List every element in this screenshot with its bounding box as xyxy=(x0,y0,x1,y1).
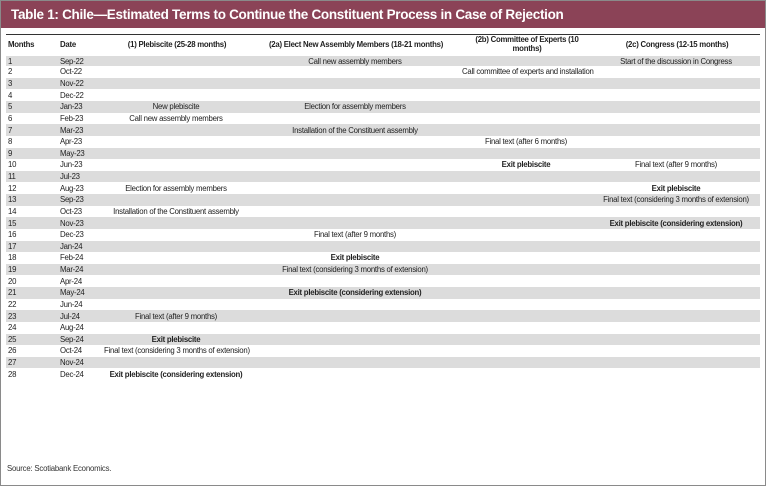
cell-date: Apr-23 xyxy=(60,137,82,147)
cell-months: 22 xyxy=(8,299,17,309)
cell-assembly xyxy=(250,322,460,334)
cell-assembly xyxy=(250,194,460,206)
cell-congress xyxy=(592,229,760,241)
cell-assembly xyxy=(250,113,460,125)
cell-congress xyxy=(592,345,760,357)
cell-date: Jan-24 xyxy=(58,241,102,253)
cell-experts xyxy=(460,334,592,346)
header-row xyxy=(6,35,760,55)
cell-congress xyxy=(592,241,760,253)
cell-assembly xyxy=(250,78,460,90)
cell-plebiscite xyxy=(102,124,250,136)
table-row xyxy=(6,299,760,311)
cell-date: Feb-23 xyxy=(60,113,84,123)
cell-assembly xyxy=(250,310,460,322)
cell-assembly: Final text (after 9 months) xyxy=(313,230,397,240)
cell-months: 17 xyxy=(6,241,58,253)
cell-assembly xyxy=(250,171,460,183)
cell-assembly: Exit plebiscite xyxy=(330,253,380,263)
cell-months: 16 xyxy=(8,230,17,240)
cell-experts xyxy=(460,89,592,101)
cell-congress: Final text (after 9 months) xyxy=(634,160,718,170)
cell-experts xyxy=(460,101,592,113)
cell-experts xyxy=(460,322,592,334)
cell-date: Nov-24 xyxy=(58,357,102,369)
cell-date: May-24 xyxy=(58,287,102,299)
cell-assembly xyxy=(250,241,460,253)
cell-date: Aug-23 xyxy=(60,183,84,193)
cell-congress xyxy=(592,124,760,136)
cell-congress xyxy=(592,287,760,299)
cell-experts xyxy=(460,55,592,67)
cell-months: 8 xyxy=(8,137,13,147)
cell-experts xyxy=(460,299,592,311)
cell-experts: Call committee of experts and installation xyxy=(462,67,594,77)
table-row xyxy=(6,171,760,183)
cell-experts xyxy=(460,78,592,90)
cell-congress xyxy=(592,334,760,346)
table-row xyxy=(6,194,760,206)
cell-assembly: Final text (considering 3 months of extension) xyxy=(250,264,460,276)
cell-months: 21 xyxy=(6,287,58,299)
cell-date: Aug-24 xyxy=(60,323,84,333)
cell-assembly xyxy=(250,368,460,380)
cell-months: 10 xyxy=(8,160,17,170)
cell-congress: Exit plebiscite xyxy=(651,183,701,193)
table-row xyxy=(6,182,760,194)
cell-months: 19 xyxy=(6,264,58,276)
table-row xyxy=(6,252,760,264)
cell-months: 9 xyxy=(6,148,58,160)
cell-date: Nov-22 xyxy=(58,78,102,90)
cell-date: Oct-22 xyxy=(60,67,82,77)
cell-assembly xyxy=(250,136,460,148)
cell-plebiscite xyxy=(102,299,250,311)
cell-experts xyxy=(460,229,592,241)
cell-congress xyxy=(592,148,760,160)
cell-congress xyxy=(592,252,760,264)
cell-experts xyxy=(460,171,592,183)
cell-plebiscite xyxy=(102,275,250,287)
cell-assembly xyxy=(250,275,460,287)
cell-plebiscite xyxy=(102,322,250,334)
cell-congress xyxy=(592,275,760,287)
cell-plebiscite xyxy=(102,217,250,229)
cell-congress: Start of the discussion in Congress xyxy=(592,55,760,67)
cell-assembly xyxy=(250,206,460,218)
cell-months: 4 xyxy=(8,90,13,100)
cell-months: 11 xyxy=(6,171,58,183)
cell-date: Sep-24 xyxy=(58,334,102,346)
cell-plebiscite: Installation of the Constituent assembly xyxy=(113,206,239,216)
cell-experts xyxy=(460,182,592,194)
cell-plebiscite: Call new assembly members xyxy=(129,113,223,123)
cell-congress xyxy=(592,66,760,78)
table-row xyxy=(6,334,760,346)
cell-experts xyxy=(460,241,592,253)
cell-months: 2 xyxy=(8,67,13,77)
cell-experts xyxy=(460,287,592,299)
table-row xyxy=(6,287,760,299)
cell-months: 28 xyxy=(8,369,17,379)
cell-date: May-23 xyxy=(58,148,102,160)
cell-assembly: Exit plebiscite (considering extension) xyxy=(250,287,460,299)
cell-date: Mar-23 xyxy=(58,124,102,136)
cell-congress: Final text (considering 3 months of extension) xyxy=(592,194,760,206)
cell-date: Oct-24 xyxy=(60,346,82,356)
table-row xyxy=(6,113,760,125)
cell-months: 12 xyxy=(8,183,17,193)
header-months: Months xyxy=(6,35,58,55)
cell-date: Sep-23 xyxy=(58,194,102,206)
cell-plebiscite: Exit plebiscite (considering extension) xyxy=(109,369,243,379)
cell-months: 3 xyxy=(6,78,58,90)
cell-months: 15 xyxy=(6,217,58,229)
table-row xyxy=(6,275,760,287)
cell-months: 1 xyxy=(6,55,58,67)
cell-date: Sep-22 xyxy=(58,55,102,67)
cell-date: Dec-24 xyxy=(60,369,84,379)
table-row xyxy=(6,345,760,357)
cell-congress xyxy=(592,89,760,101)
cell-plebiscite xyxy=(102,264,250,276)
table-row xyxy=(6,217,760,229)
table-row xyxy=(6,310,760,322)
cell-months: 5 xyxy=(6,101,58,113)
cell-assembly xyxy=(250,217,460,229)
cell-plebiscite xyxy=(102,78,250,90)
header-plebiscite: (1) Plebiscite (25-28 months) xyxy=(102,35,250,55)
table-row xyxy=(6,124,760,136)
cell-plebiscite xyxy=(102,148,250,160)
cell-months: 24 xyxy=(8,323,17,333)
cell-plebiscite xyxy=(102,66,250,78)
table-row xyxy=(6,66,760,78)
table-row xyxy=(6,241,760,253)
cell-months: 13 xyxy=(6,194,58,206)
cell-assembly: Election for assembly members xyxy=(250,101,460,113)
cell-plebiscite xyxy=(102,287,250,299)
table-row xyxy=(6,78,760,90)
cell-congress xyxy=(592,310,760,322)
cell-assembly xyxy=(250,182,460,194)
cell-plebiscite xyxy=(102,252,250,264)
cell-experts xyxy=(460,345,592,357)
cell-date: Dec-23 xyxy=(60,230,84,240)
cell-assembly xyxy=(250,357,460,369)
cell-date: Jun-23 xyxy=(60,160,83,170)
cell-assembly xyxy=(250,299,460,311)
cell-plebiscite xyxy=(102,55,250,67)
cell-assembly xyxy=(250,334,460,346)
source-note: Source: Scotiabank Economics. xyxy=(7,464,112,473)
cell-plebiscite xyxy=(102,171,250,183)
timeline-table xyxy=(6,34,760,380)
table-row xyxy=(6,357,760,369)
cell-months: 25 xyxy=(6,334,58,346)
cell-plebiscite: Exit plebiscite xyxy=(102,334,250,346)
cell-congress xyxy=(592,171,760,183)
table-row xyxy=(6,89,760,101)
table-row xyxy=(6,264,760,276)
cell-months: 27 xyxy=(6,357,58,369)
cell-assembly: Call new assembly members xyxy=(250,55,460,67)
header-congress: (2c) Congress (12-15 months) xyxy=(592,35,760,55)
cell-date: Jan-23 xyxy=(58,101,102,113)
table-row xyxy=(6,136,760,148)
cell-congress: Exit plebiscite (considering extension) xyxy=(592,217,760,229)
header-date: Date xyxy=(58,35,102,55)
cell-experts xyxy=(460,310,592,322)
cell-congress xyxy=(592,136,760,148)
cell-plebiscite xyxy=(102,229,250,241)
table-row xyxy=(6,159,760,171)
cell-congress xyxy=(592,206,760,218)
cell-assembly xyxy=(250,159,460,171)
cell-congress xyxy=(592,113,760,125)
cell-plebiscite: New plebiscite xyxy=(102,101,250,113)
cell-plebiscite: Final text (after 9 months) xyxy=(102,310,250,322)
cell-congress xyxy=(592,101,760,113)
table-row xyxy=(6,368,760,380)
cell-months: 14 xyxy=(8,206,17,216)
cell-date: Feb-24 xyxy=(60,253,84,263)
cell-months: 18 xyxy=(8,253,17,263)
cell-plebiscite xyxy=(102,159,250,171)
cell-months: 6 xyxy=(8,113,13,123)
cell-plebiscite: Election for assembly members xyxy=(125,183,227,193)
cell-assembly xyxy=(250,345,460,357)
cell-date: Jun-24 xyxy=(60,299,83,309)
table-row xyxy=(6,101,760,113)
table-row xyxy=(6,55,760,67)
table-title: Table 1: Chile—Estimated Terms to Continue the Constituent Process in Case of Rejection xyxy=(1,1,765,28)
cell-assembly xyxy=(250,89,460,101)
cell-assembly xyxy=(250,66,460,78)
cell-experts xyxy=(460,252,592,264)
cell-months: 26 xyxy=(8,346,17,356)
cell-months: 23 xyxy=(6,310,58,322)
cell-experts xyxy=(460,264,592,276)
cell-congress xyxy=(592,357,760,369)
cell-months: 7 xyxy=(6,124,58,136)
header-experts: (2b) Committee of Experts (10 months) xyxy=(460,35,592,55)
table-row xyxy=(6,148,760,160)
cell-date: Nov-23 xyxy=(58,217,102,229)
cell-congress xyxy=(592,299,760,311)
cell-experts: Final text (after 6 months) xyxy=(484,137,568,147)
cell-date: Apr-24 xyxy=(60,276,82,286)
cell-experts xyxy=(460,357,592,369)
cell-experts xyxy=(460,206,592,218)
header-assembly: (2a) Elect New Assembly Members (18-21 months) xyxy=(250,35,460,55)
cell-date: Jul-24 xyxy=(58,310,102,322)
cell-congress xyxy=(592,368,760,380)
cell-date: Dec-22 xyxy=(60,90,84,100)
cell-experts xyxy=(460,194,592,206)
table-row xyxy=(6,229,760,241)
cell-experts xyxy=(460,275,592,287)
cell-congress xyxy=(592,264,760,276)
cell-date: Oct-23 xyxy=(60,206,82,216)
cell-plebiscite xyxy=(102,357,250,369)
cell-months: 20 xyxy=(8,276,17,286)
cell-experts xyxy=(460,368,592,380)
table-row xyxy=(6,206,760,218)
cell-plebiscite xyxy=(102,136,250,148)
cell-date: Mar-24 xyxy=(58,264,102,276)
cell-experts xyxy=(460,217,592,229)
cell-plebiscite xyxy=(102,241,250,253)
cell-experts xyxy=(460,148,592,160)
cell-plebiscite xyxy=(102,194,250,206)
table-row xyxy=(6,322,760,334)
cell-assembly: Installation of the Constituent assembly xyxy=(250,124,460,136)
cell-plebiscite xyxy=(102,89,250,101)
cell-date: Jul-23 xyxy=(58,171,102,183)
cell-assembly xyxy=(250,148,460,160)
cell-experts xyxy=(460,124,592,136)
cell-plebiscite: Final text (considering 3 months of extension) xyxy=(104,346,250,356)
cell-experts: Exit plebiscite xyxy=(501,160,551,170)
cell-experts xyxy=(460,113,592,125)
cell-congress xyxy=(592,322,760,334)
cell-congress xyxy=(592,78,760,90)
